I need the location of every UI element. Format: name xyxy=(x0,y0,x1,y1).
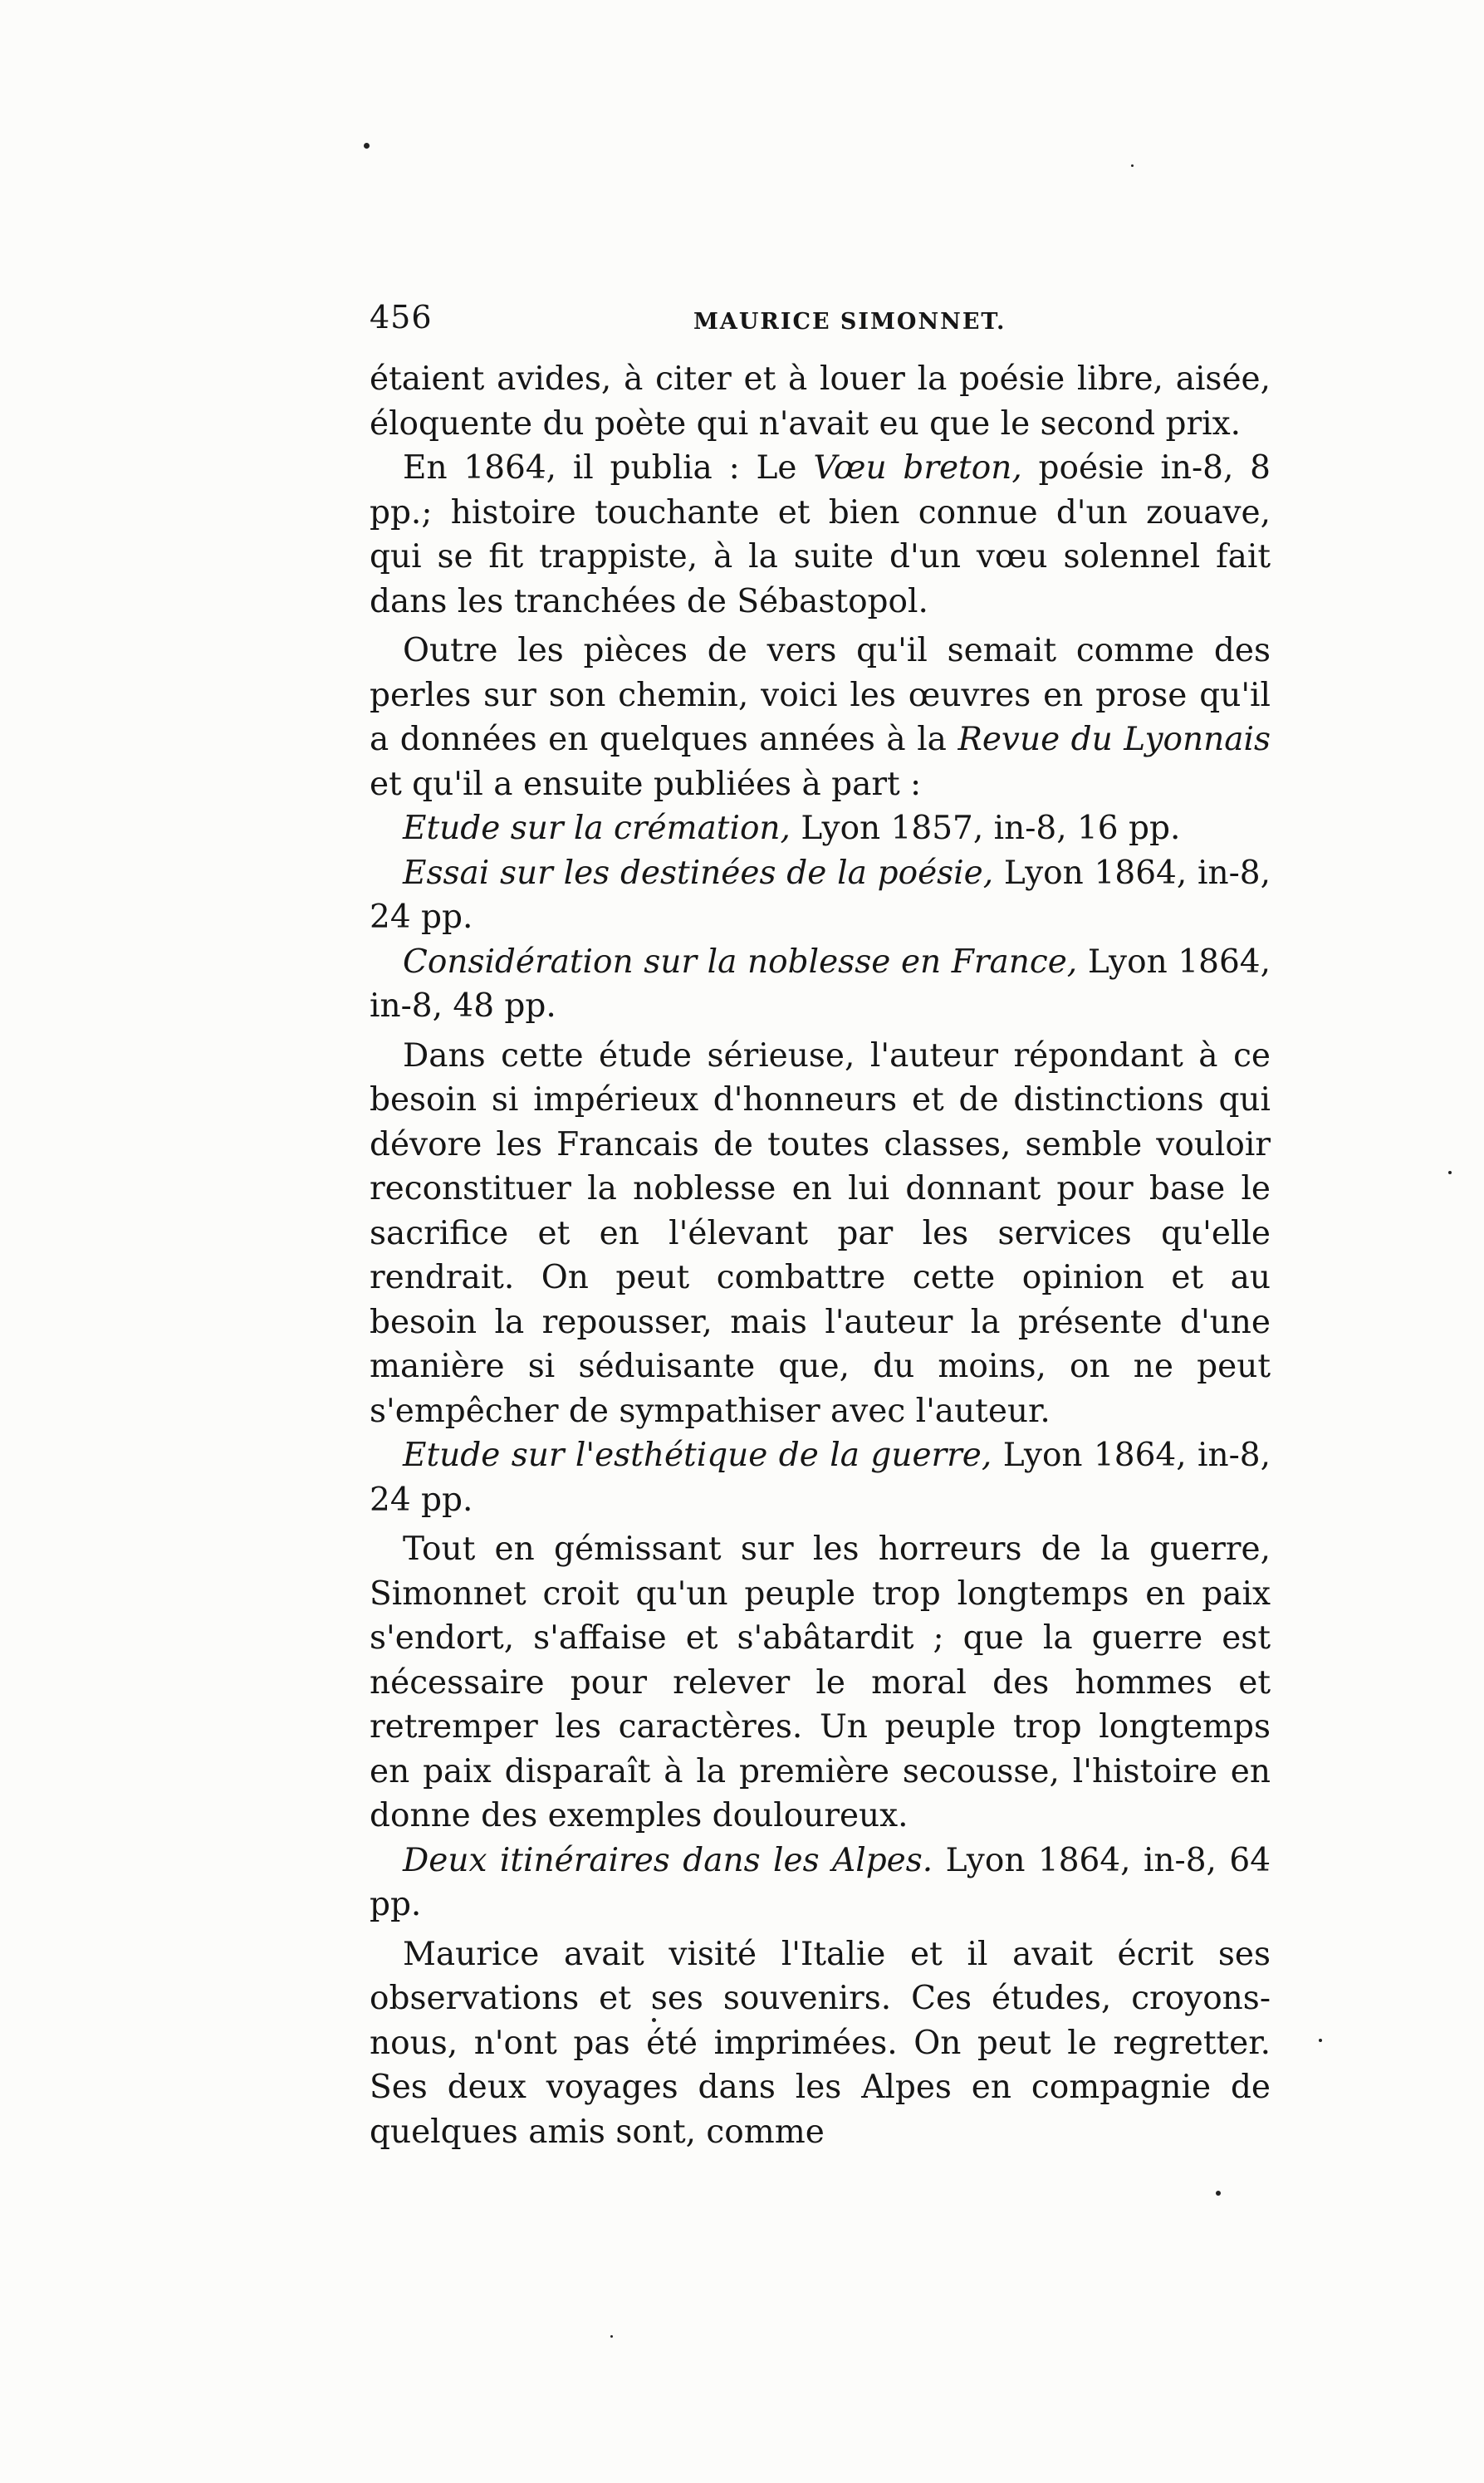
text-run: Maurice avait visité l'Italie et il avait écrit ses observations et ses souvenirs. Ces études, croyons-nous, n'ont pas été imprimées. On peut le regretter. Ses deux voyages dans les Alpes en compagnie de quelques amis sont, comme xyxy=(370,1935,1271,2151)
paragraph xyxy=(370,1527,1271,1839)
text-run: Lyon 1864, in-8, 24 pp. xyxy=(370,1437,1271,1519)
scan-speck xyxy=(652,2018,656,2022)
paragraph xyxy=(370,357,1271,446)
text-run: Outre les pièces de vers qu'il semait comme des perles sur son chemin, voici les œuvres en prose qu'il a données en quelques années à la xyxy=(370,632,1271,758)
text-run: Lyon 1864, in-8, 24 pp. xyxy=(370,854,1271,936)
paragraph xyxy=(370,1433,1271,1522)
running-head: MAURICE SIMONNET. xyxy=(693,309,1006,335)
scan-speck xyxy=(1319,2039,1322,2042)
italic-title: Deux itinéraires dans les Alpes. xyxy=(403,1841,933,1879)
italic-title: Vœu breton, xyxy=(813,449,1022,487)
scan-speck xyxy=(1216,2191,1221,2196)
scan-speck xyxy=(610,2335,613,2338)
paragraph xyxy=(370,629,1271,806)
scan-speck xyxy=(1448,1171,1452,1174)
page-header xyxy=(370,299,1271,349)
italic-title: Etude sur la crémation, xyxy=(403,810,791,847)
paragraph xyxy=(370,851,1271,940)
paragraph xyxy=(370,1932,1271,2155)
body-text xyxy=(370,357,1271,2154)
italic-title: Revue du Lyonnais xyxy=(957,721,1271,758)
text-run: En 1864, il publia : Le xyxy=(403,449,814,487)
text-run: Lyon 1864, in-8, 64 pp. xyxy=(370,1841,1271,1923)
italic-title: Essai sur les destinées de la poésie, xyxy=(403,854,994,892)
italic-title: Considération sur la noblesse en France, xyxy=(403,943,1078,981)
text-run: Dans cette étude sérieuse, l'auteur répondant à ce besoin si impérieux d'honneurs et de distinctions qui dévore les Francais de toutes classes, semble vouloir reconstituer la noblesse en lui donnant pour base le sacrifice et en l'élevant par les services qu'elle rendrait. On peut combattre cette opinion et au besoin la repousser, mais l'auteur la présente d'une manière si séduisante que, du moins, on ne peut s'empêcher de sympathiser avec l'auteur. xyxy=(370,1036,1271,1430)
page-number: 456 xyxy=(370,299,433,335)
paragraph xyxy=(370,446,1271,624)
text-run: poésie in-8, 8 pp.; histoire touchante et bien connue d'un zouave, qui se fit trappiste, à la suite d'un vœu solennel fait dans les tranchées de Sébastopol. xyxy=(370,449,1271,620)
paragraph xyxy=(370,940,1271,1029)
paragraph xyxy=(370,1034,1271,1434)
text-run: Tout en gémissant sur les horreurs de la guerre, Simonnet croit qu'un peuple trop longtemps en paix s'endort, s'affaise et s'abâtardit ; que la guerre est nécessaire pour relever le moral des hommes et retremper les caractères. Un peuple trop longtemps en paix disparaît à la première secousse, l'histoire en donne des exemples douloureux. xyxy=(370,1530,1271,1834)
italic-title: Etude sur l'esthétique de la guerre, xyxy=(403,1437,992,1474)
text-run: étaient avides, à citer et à louer la poésie libre, aisée, éloquente du poète qui n'avait eu que le second prix. xyxy=(370,360,1271,443)
paragraph xyxy=(370,1839,1271,1927)
text-run: et qu'il a ensuite publiées à part : xyxy=(370,765,922,803)
scan-speck xyxy=(1131,164,1134,167)
text-run: Lyon 1864, in-8, 48 pp. xyxy=(370,943,1271,1025)
paragraph xyxy=(370,806,1271,851)
scan-speck xyxy=(364,143,370,149)
text-run: Lyon 1857, in-8, 16 pp. xyxy=(790,810,1181,847)
